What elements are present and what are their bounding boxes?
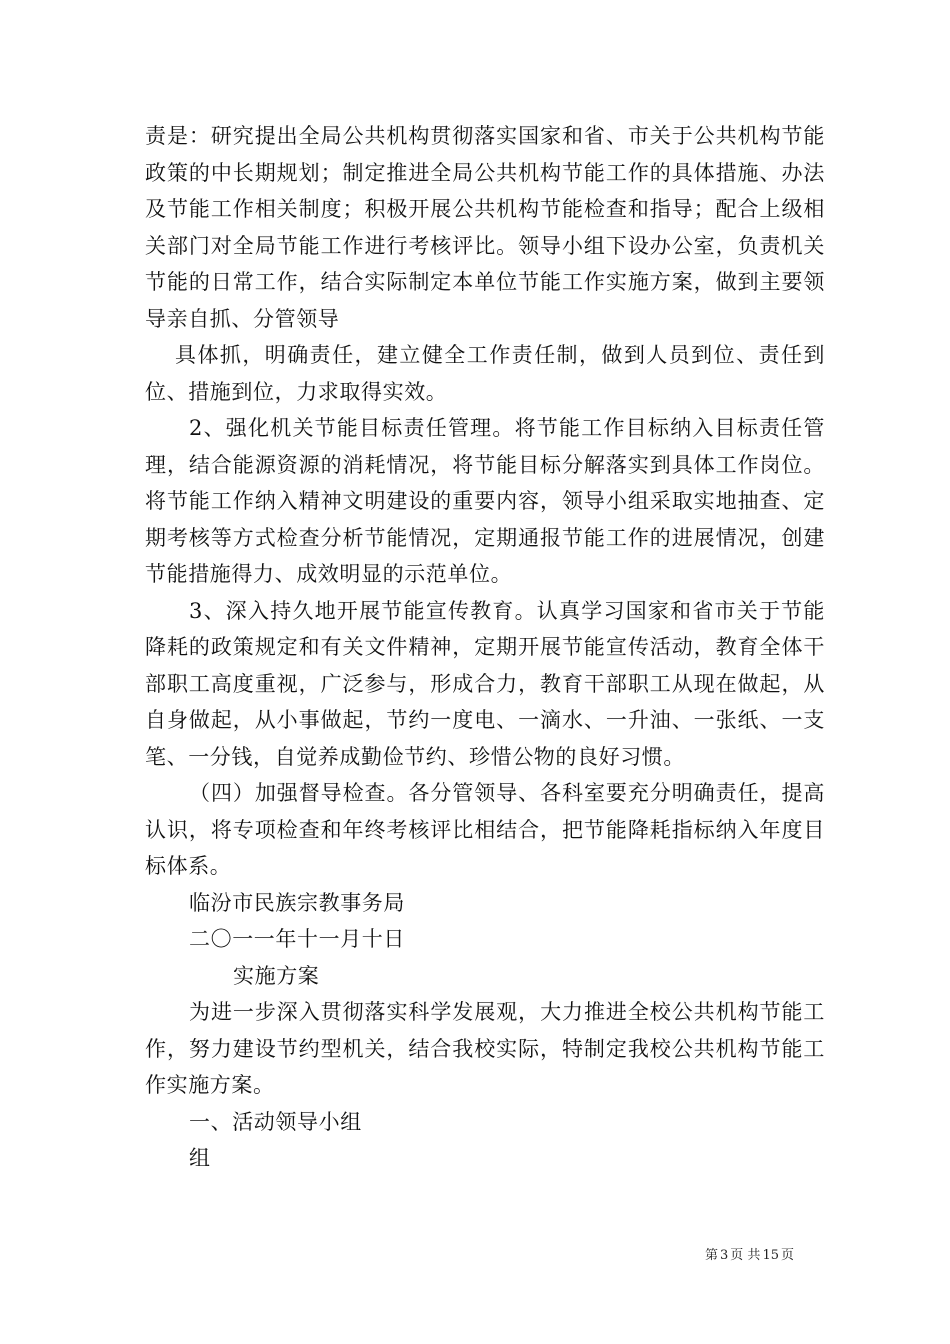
- document-body: [145, 118, 825, 1177]
- paragraph-group-fragment: 组: [189, 1146, 211, 1170]
- paragraph-supervision: （四）加强督导检查。各分管领导、各科室要充分明确责任，提高认识，将专项检查和年终考核评比相结合，把节能降耗指标纳入年度目标体系。: [145, 781, 825, 878]
- page-footer: [705, 1248, 794, 1264]
- signature-date: 二〇一一年十一月十日: [189, 927, 405, 951]
- signature-organization: 临汾市民族宗教事务局: [189, 890, 405, 915]
- paragraph-introduction: 为进一步深入贯彻落实科学发展观，大力推进全校公共机构节能工作，努力建设节约型机关，结合我校实际，特制定我校公共机构节能工作实施方案。: [145, 1000, 825, 1097]
- section-title: 实施方案: [233, 963, 320, 988]
- section-heading-leadership-group: 一、活动领导小组: [189, 1109, 362, 1134]
- footer-prefix: 第: [705, 1248, 719, 1263]
- footer-middle: 页 共: [730, 1248, 761, 1263]
- paragraph-responsibilities: 责是：研究提出全局公共机构贯彻落实国家和省、市关于公共机构节能政策的中长期规划；制定推进全局公共机构节能工作的具体措施、办法及节能工作相关制度；积极开展公共机构节能检查和指导；配合上级相关部门对全局节能工作进行考核评比。领导小组下设办公室，负责机关节能的日常工作，结合实际制定本单位节能工作实施方案，做到主要领导亲自抓、分管领导: [145, 124, 825, 331]
- footer-current-page: 3: [720, 1248, 729, 1263]
- paragraph-target-responsibility: 2、强化机关节能目标责任管理。将节能工作目标纳入目标责任管理，结合能源资源的消耗情况，将节能目标分解落实到具体工作岗位。将节能工作纳入精神文明建设的重要内容，领导小组采取实地抽查、定期考核等方式检查分析节能情况，定期通报节能工作的进展情况，创建节能措施得力、成效明显的示范单位。: [145, 416, 825, 586]
- paragraph-publicity-education: 3、深入持久地开展节能宣传教育。认真学习国家和省市关于节能降耗的政策规定和有关文件精神，定期开展节能宣传活动，教育全体干部职工高度重视，广泛参与，形成合力，教育干部职工从现在做起，从自身做起，从小事做起，节约一度电、一滴水、一升油、一张纸、一支笔、一分钱，自觉养成勤俭节约、珍惜公物的良好习惯。: [145, 598, 825, 769]
- paragraph-specific-management: 具体抓，明确责任，建立健全工作责任制，做到人员到位、责任到位、措施到位，力求取得实效。: [145, 343, 825, 404]
- footer-total-pages: 15: [762, 1248, 779, 1263]
- footer-suffix: 页: [780, 1248, 794, 1263]
